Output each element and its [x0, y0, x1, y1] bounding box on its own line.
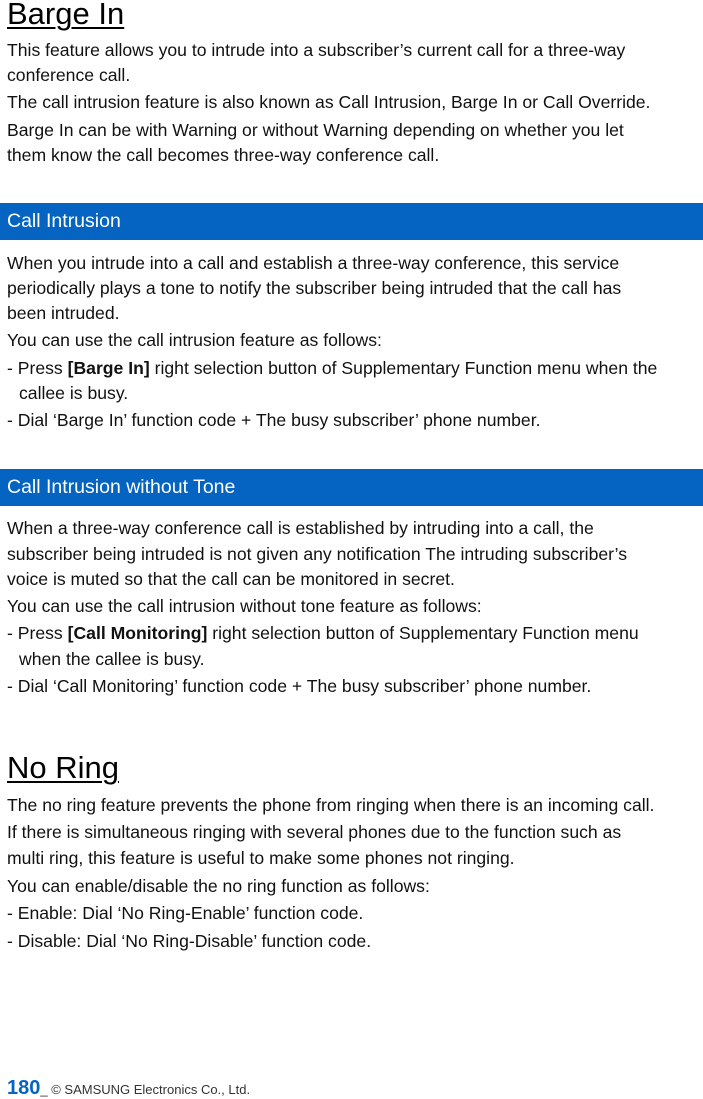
no-tone-desc-line: subscriber being intruded is not given any notification The intruding subscriber’s — [7, 544, 628, 564]
barge-in-intro-line: This feature allows you to intrude into a subscriber’s current call for a three-way — [7, 40, 626, 60]
subsection-header-call-intrusion-without-tone: Call Intrusion without Tone — [0, 469, 703, 506]
call-intrusion-desc-line: been intruded. — [7, 303, 120, 323]
call-intrusion-step-1 — [7, 356, 701, 381]
step-text: right selection button of Supplementary Function menu — [207, 623, 639, 643]
no-tone-step-2: - Dial ‘Call Monitoring’ function code + The busy subscriber’ phone number. — [7, 676, 592, 696]
copyright: _ © SAMSUNG Electronics Co., Ltd. — [40, 1082, 251, 1097]
barge-in-aliases: The call intrusion feature is also known as Call Intrusion, Barge In or Call Override. — [7, 92, 651, 112]
no-ring-desc: The no ring feature prevents the phone from ringing when there is an incoming call. — [7, 795, 655, 815]
section-title-barge-in: Barge In — [7, 0, 125, 31]
step-prefix: - Press — [7, 358, 68, 378]
no-ring-disable-step: - Disable: Dial ‘No Ring-Disable’ function code. — [7, 931, 372, 951]
no-tone-desc-line: voice is muted so that the call can be monitored in secret. — [7, 569, 455, 589]
call-intrusion-step-1-cont: callee is busy. — [19, 383, 129, 403]
call-monitoring-key-label: [Call Monitoring] — [67, 623, 208, 643]
page-number: 180 — [7, 1077, 41, 1099]
call-intrusion-desc-line: When you intrude into a call and establish a three-way conference, this service — [7, 253, 620, 273]
call-intrusion-usage: You can use the call intrusion feature as follows: — [7, 330, 382, 350]
step-text: right selection button of Supplementary Function menu when the — [149, 358, 658, 378]
barge-in-key-label: [Barge In] — [67, 358, 150, 378]
section-title-no-ring: No Ring — [7, 750, 119, 785]
no-tone-step-1-cont: when the callee is busy. — [19, 649, 205, 669]
barge-in-intro-line: conference call. — [7, 65, 131, 85]
barge-in-warning-line: Barge In can be with Warning or without Warning depending on whether you let — [7, 120, 624, 140]
no-ring-usage: You can enable/disable the no ring function as follows: — [7, 876, 430, 896]
no-tone-desc-line: When a three-way conference call is established by intruding into a call, the — [7, 518, 594, 538]
no-tone-usage: You can use the call intrusion without tone feature as follows: — [7, 596, 482, 616]
no-ring-desc-line: multi ring, this feature is useful to make some phones not ringing. — [7, 848, 515, 868]
call-intrusion-step-2: - Dial ‘Barge In’ function code + The busy subscriber’ phone number. — [7, 410, 541, 430]
call-intrusion-desc-line: periodically plays a tone to notify the subscriber being intruded that the call has — [7, 278, 622, 298]
no-ring-desc-line: If there is simultaneous ringing with several phones due to the function such as — [7, 822, 622, 842]
subsection-header-call-intrusion: Call Intrusion — [0, 203, 703, 240]
barge-in-warning-line: them know the call becomes three-way conference call. — [7, 145, 440, 165]
no-ring-enable-step: - Enable: Dial ‘No Ring-Enable’ function code. — [7, 903, 364, 923]
no-tone-step-1 — [7, 621, 701, 646]
step-prefix: - Press — [7, 623, 68, 643]
page-footer — [7, 1077, 250, 1099]
